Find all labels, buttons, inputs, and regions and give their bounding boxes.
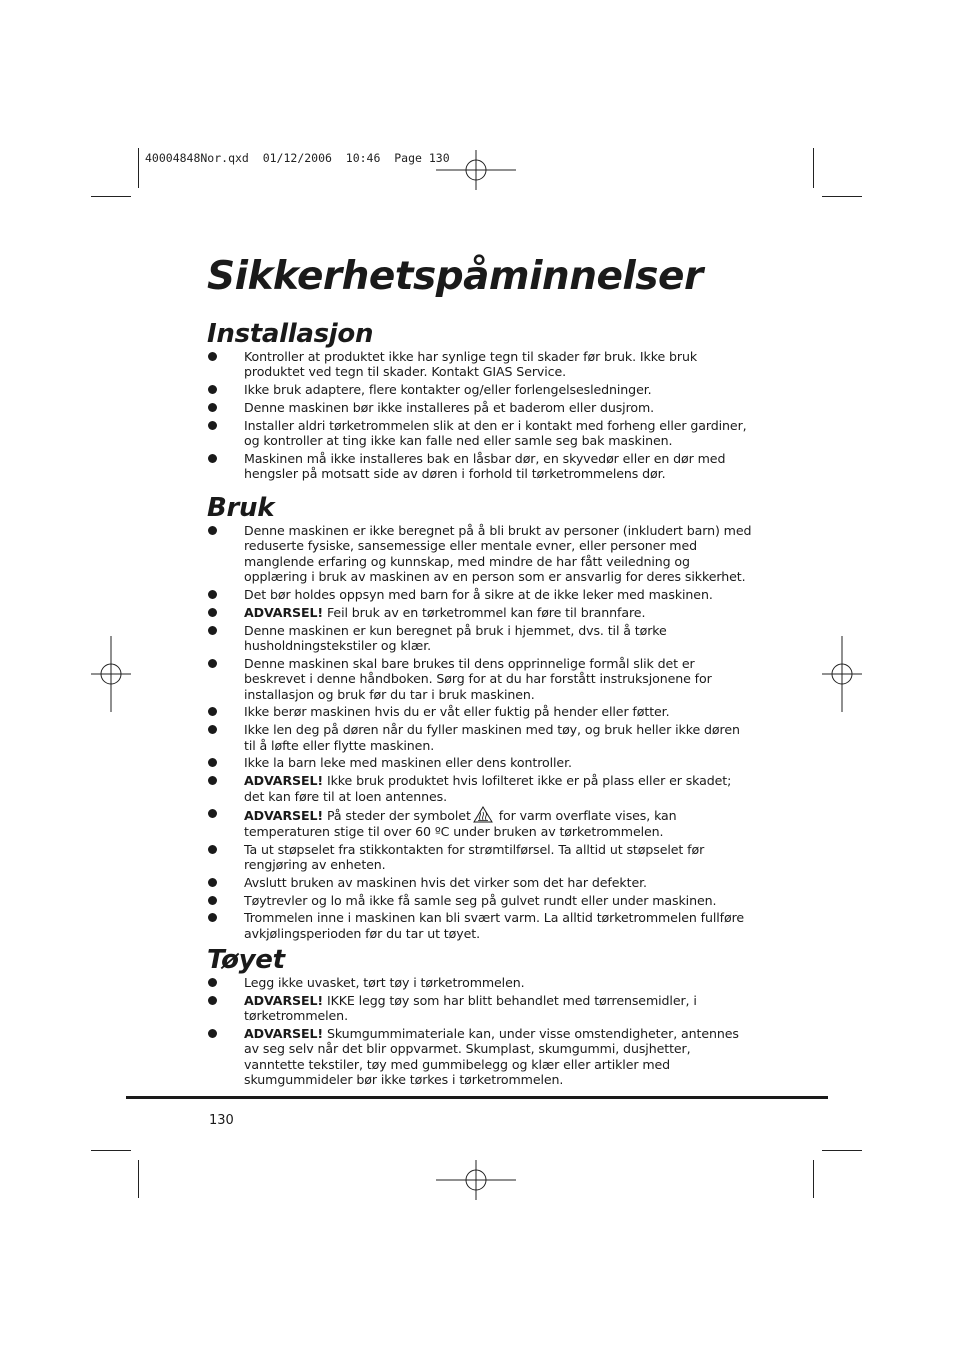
registration-mark-icon [436,1160,516,1200]
page-number: 130 [209,1113,234,1128]
list-item: Denne maskinen bør ikke installeres på et baderom eller dusjrom. [207,400,752,415]
bullet-icon [208,526,217,535]
bullet-icon [208,758,217,767]
list-item: Ikke la barn leke med maskinen eller dens kontroller. [207,755,752,770]
bullet-icon [208,608,217,617]
section-heading: Bruk [207,493,275,523]
section-heading: Tøyet [207,945,285,975]
registration-mark-icon [91,636,131,712]
warning-label: ADVARSEL! [244,604,324,620]
bullet-icon [208,659,217,668]
warning-label: ADVARSEL! [244,773,324,789]
bullet-icon [208,913,217,922]
bullet-list [207,523,752,941]
registration-mark-icon [436,150,516,190]
crop-mark [91,1150,131,1151]
list-item: Ikke bruk adaptere, flere kontakter og/eller forlengelsesledninger. [207,382,752,397]
bullet-list [207,975,752,1088]
bullet-icon [208,845,217,854]
crop-mark [138,1160,139,1198]
bullet-icon [208,421,217,430]
list-item: Maskinen må ikke installeres bak en låsbar dør, en skyvedør eller en dør med hengsler på motsatt side av døren i forhold til tørketrommelens dør. [207,451,752,482]
crop-mark [138,148,139,188]
bullet-icon [208,352,217,361]
warning-label: ADVARSEL! [244,1026,324,1041]
list-item: Det bør holdes oppsyn med barn for å sikre at de ikke leker med maskinen. [207,587,752,602]
crop-mark [91,196,131,197]
bullet-icon [208,809,217,818]
bullet-icon [208,590,217,599]
crop-mark [822,196,862,197]
bullet-icon [208,626,217,635]
list-item: Tøytrevler og lo må ikke få samle seg på gulvet rundt eller under maskinen. [207,893,752,908]
list-item: ADVARSEL! Ikke bruk produktet hvis lofilteret ikke er på plass eller er skadet; det kan føre til at loen antennes. [207,773,752,804]
bullet-icon [208,707,217,716]
bullet-icon [208,878,217,887]
bullet-list [207,349,752,482]
list-item: Ta ut støpselet fra stikkontakten for strømtilførsel. Ta alltid ut støpselet før rengjøring av enheten. [207,842,752,873]
list-item: Denne maskinen er ikke beregnet på å bli brukt av personer (inkludert barn) med reduserte fysiske, sansemessige eller mentale evner, eller personer med manglende erfaring og kunnskap, med mindre de har fått veiledning og opplæring i bruk av maskinen av en person som er ansvarlig for deres sikkerhet. [207,523,752,585]
list-item: Denne maskinen skal bare brukes til dens opprinnelige formål slik det er beskrevet i denne håndboken. Sørg for at du har forstått instruksjonene for installasjon og bruk før du tar i bruk maskinen. [207,656,752,702]
bullet-icon [208,403,217,412]
crop-mark [822,1150,862,1151]
hot-surface-warning-icon [473,806,493,823]
list-item: ADVARSEL! På steder der symbolet for varm overflate vises, kan temperaturen stige til over 60 ºC under bruken av tørketrommelen. [207,806,752,839]
section-heading: Installasjon [207,319,374,349]
bullet-icon [208,454,217,463]
bullet-icon [208,1029,217,1038]
list-item: Trommelen inne i maskinen kan bli svært varm. La alltid tørketrommelen fullføre avkjølingsperioden før du tar ut tøyet. [207,910,752,941]
bullet-icon [208,385,217,394]
crop-mark [813,1160,814,1198]
bullet-icon [208,996,217,1005]
bullet-icon [208,896,217,905]
bullet-icon [208,978,217,987]
list-item: Legg ikke uvasket, tørt tøy i tørketrommelen. [207,975,752,990]
section-bruk [207,493,752,944]
list-item: ADVARSEL! IKKE legg tøy som har blitt behandlet med tørrensemidler, i tørketrommelen. [207,993,752,1024]
warning-label: ADVARSEL! [244,992,324,1008]
warning-label: ADVARSEL! [244,808,324,824]
print-slug: 40004848Nor.qxd 01/12/2006 10:46 Page 130 [145,151,450,165]
bullet-icon [208,725,217,734]
section-toyet [207,945,752,1090]
footer-divider [126,1096,828,1099]
list-item: Installer aldri tørketrommelen slik at den er i kontakt med forheng eller gardiner, og kontroller at ting ikke kan falle ned eller samle seg bak maskinen. [207,418,752,449]
crop-mark [813,148,814,188]
page-title: Sikkerhetspåminnelser [207,254,703,299]
list-item: Ikke berør maskinen hvis du er våt eller fuktig på hender eller føtter. [207,704,752,719]
registration-mark-icon [822,636,862,712]
list-item: Kontroller at produktet ikke har synlige tegn til skader før bruk. Ikke bruk produktet ved tegn til skader. Kontakt GIAS Service. [207,349,752,380]
list-item: Avslutt bruken av maskinen hvis det virker som det har defekter. [207,875,752,890]
bullet-icon [208,776,217,785]
section-installasjon [207,319,752,484]
list-item: ADVARSEL! Skumgummimateriale kan, under visse omstendigheter, antennes av seg selv når det blir oppvarmet. Skumplast, skumgummi, dusjhetter, vanntette tekstiler, tøy med gummibelegg og klær eller artikler med skumgummideler bør ikke tørkes i tørketrommelen. [207,1026,752,1088]
list-item: Denne maskinen er kun beregnet på bruk i hjemmet, dvs. til å tørke husholdningstekstiler og klær. [207,623,752,654]
list-item: ADVARSEL! Feil bruk av en tørketrommel kan føre til brannfare. [207,605,752,620]
list-item: Ikke len deg på døren når du fyller maskinen med tøy, og bruk heller ikke døren til å løfte eller flytte maskinen. [207,722,752,753]
